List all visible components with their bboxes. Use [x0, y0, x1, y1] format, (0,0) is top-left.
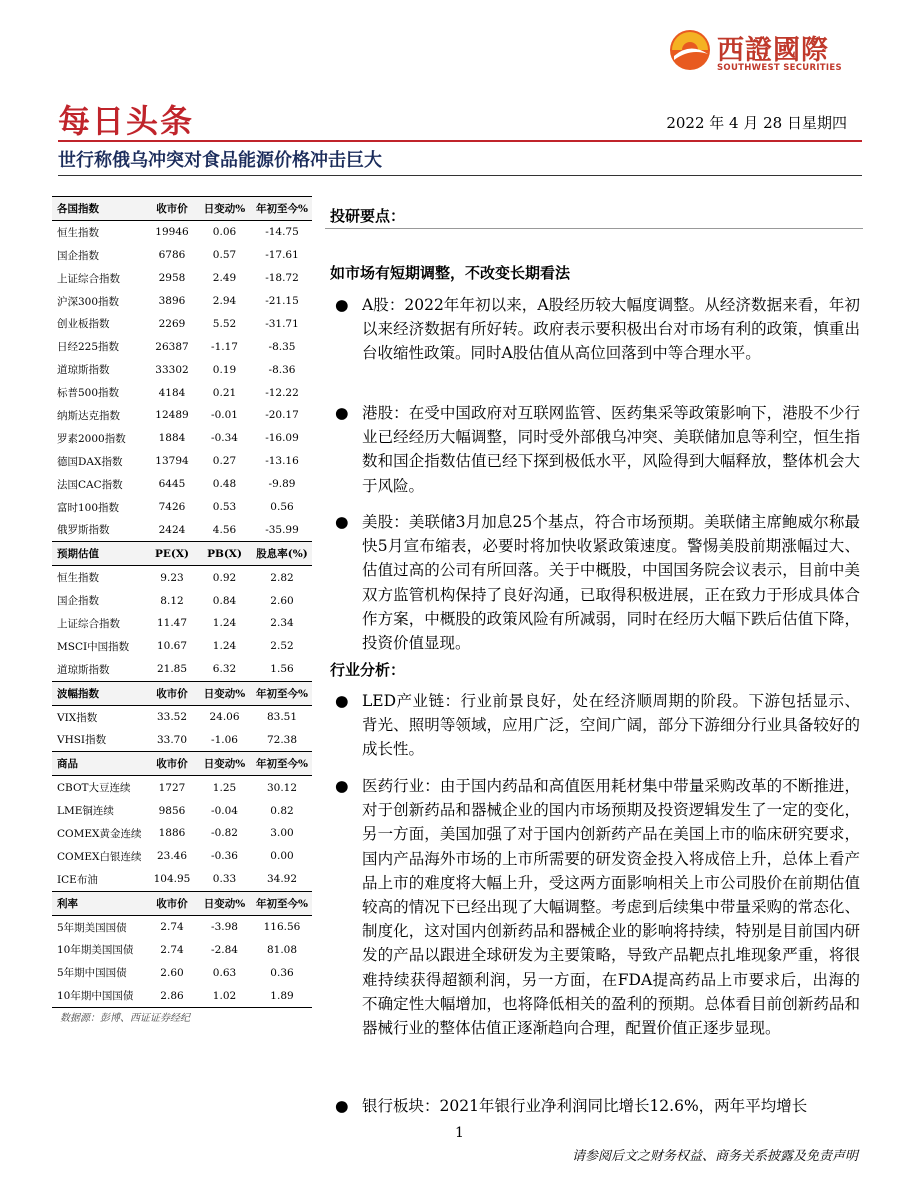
table-row — [52, 658, 312, 681]
value-cell: -8.36 — [268, 363, 296, 376]
footer-disclaimer: 请参阅后文之财务权益、商务关系披露及免责声明 — [571, 1149, 858, 1164]
data-source-note: 数据源：彭博、西证证券经纪 — [60, 1013, 190, 1024]
header-cell: 日变动% — [197, 752, 252, 776]
value-cell: 4.56 — [197, 518, 252, 541]
value-cell: -14.75 — [265, 226, 299, 239]
value-cell: 0.84 — [212, 594, 237, 607]
row-label: VIX指数 — [57, 711, 98, 724]
page-number: 1 — [455, 1125, 464, 1141]
value-cell: 0.56 — [270, 501, 294, 514]
table-section-header — [52, 681, 312, 705]
value-cell: -0.34 — [211, 432, 238, 445]
header-cell: 股息率(%) — [252, 542, 312, 566]
value-cell: 2958 — [158, 272, 186, 285]
value-cell: 2.94 — [212, 295, 237, 307]
section-heading-industry: 行业分析： — [330, 661, 406, 679]
header-cell: 商品 — [52, 752, 147, 776]
value-cell: 33.70 — [147, 728, 197, 751]
value-cell: 30.12 — [266, 781, 298, 794]
value-cell: -0.36 — [211, 850, 238, 863]
bullet-icon: ● — [335, 1097, 349, 1115]
row-label: CBOT大豆连续 — [57, 782, 131, 795]
value-cell: 2.74 — [160, 921, 184, 934]
table-section-header — [52, 197, 312, 221]
header-cell: 收市价 — [147, 681, 197, 705]
table-row — [52, 220, 312, 243]
row-label: 5年期中国国债 — [57, 967, 127, 980]
value-cell: 19946 — [155, 226, 189, 239]
bullet-icon: ● — [335, 296, 349, 314]
value-cell: 0.63 — [212, 966, 237, 979]
paragraph-banks: 银行板块：2021年银行业净利润同比增长12.6%，两年平均增长 — [362, 1097, 808, 1115]
logo-subtitle: SOUTHWEST SECURITIES — [717, 63, 842, 73]
value-cell: -12.22 — [265, 386, 299, 399]
row-label: 5年期美国国债 — [57, 921, 127, 934]
row-label: 德国DAX指数 — [57, 455, 123, 468]
value-cell: -21.15 — [265, 295, 299, 307]
page-title: 每日头条 — [58, 102, 195, 140]
value-cell: 1.25 — [212, 781, 237, 794]
table-row — [52, 404, 312, 427]
table-row — [52, 496, 312, 519]
report-date: 2022 年 4 月 28 日星期四 — [666, 114, 847, 132]
value-cell: -3.98 — [211, 921, 238, 934]
value-cell: 0.19 — [212, 363, 237, 376]
value-cell: 21.85 — [147, 658, 197, 681]
row-label: 日经225指数 — [57, 341, 120, 354]
table-row — [52, 381, 312, 404]
value-cell: -20.17 — [265, 409, 299, 422]
value-cell: 5.52 — [212, 317, 237, 330]
value-cell: 0.33 — [197, 868, 252, 891]
value-cell: 2.60 — [160, 966, 184, 979]
value-cell: 0.06 — [212, 226, 237, 239]
header-cell: 日变动% — [197, 891, 252, 915]
value-cell: -2.84 — [211, 943, 238, 956]
row-label: 10年期美国国债 — [57, 944, 134, 957]
market-data-table — [52, 196, 312, 1008]
row-label: 国企指数 — [57, 595, 99, 608]
header-cell: 年初至今% — [252, 197, 312, 221]
value-cell: 81.08 — [266, 943, 298, 956]
header-cell: 年初至今% — [252, 891, 312, 915]
header-cell: 收市价 — [147, 197, 197, 221]
value-cell: 72.38 — [252, 728, 312, 751]
row-label: 法国CAC指数 — [57, 478, 123, 491]
table-row — [52, 566, 312, 589]
value-cell: 0.36 — [270, 966, 294, 979]
value-cell: 2.74 — [160, 943, 184, 956]
row-label: 创业板指数 — [57, 318, 110, 331]
value-cell: -17.61 — [265, 249, 299, 262]
row-label: 国企指数 — [57, 249, 99, 262]
value-cell: 9856 — [158, 804, 186, 817]
value-cell: 2.82 — [270, 571, 294, 584]
value-cell: -9.89 — [268, 478, 296, 491]
value-cell: 1.24 — [212, 640, 237, 653]
value-cell: 0.48 — [212, 478, 237, 491]
table-row — [52, 705, 312, 728]
table-section-header — [52, 891, 312, 915]
value-cell: 7426 — [158, 501, 186, 514]
section-divider — [325, 228, 863, 229]
header-cell: 预期估值 — [52, 542, 147, 566]
table-row — [52, 290, 312, 313]
header-cell: 各国指数 — [52, 197, 147, 221]
row-label: 恒生指数 — [57, 226, 99, 239]
value-cell: 83.51 — [266, 711, 298, 724]
value-cell: -18.72 — [265, 272, 299, 285]
header-cell: 日变动% — [197, 197, 252, 221]
value-cell: 1886 — [158, 827, 186, 840]
table-row — [52, 984, 312, 1007]
row-label: 上证综合指数 — [57, 617, 120, 630]
value-cell: -1.06 — [197, 728, 252, 751]
table-row — [52, 961, 312, 984]
table-row — [52, 244, 312, 267]
row-label: LME铜连续 — [57, 805, 114, 818]
table-row — [52, 518, 312, 541]
value-cell: 116.56 — [263, 921, 301, 934]
table-row — [52, 267, 312, 290]
table-row — [52, 776, 312, 799]
value-cell: 0.53 — [212, 501, 237, 514]
table-section-header — [52, 542, 312, 566]
table-row — [52, 312, 312, 335]
value-cell: 1.89 — [252, 984, 312, 1007]
value-cell: 0.82 — [270, 804, 294, 817]
value-cell: 2.34 — [270, 617, 294, 630]
value-cell: 33302 — [155, 363, 189, 376]
table-row — [52, 635, 312, 658]
row-label: 富时100指数 — [57, 501, 120, 514]
headline: 世行称俄乌冲突对食品能源价格冲击巨大 — [58, 150, 382, 171]
header-cell: PB(X) — [197, 542, 252, 566]
value-cell: 9.23 — [160, 571, 184, 584]
header-cell: 利率 — [52, 891, 147, 915]
table-row — [52, 845, 312, 868]
paragraph-hk-shares: 港股：在受中国政府对互联网监管、医药集采等政策影响下，港股不少行业已经经历大幅调整，同时受外部俄乌冲突、美联储加息等利空，恒生指数和国企指数估值已经下探到极低水平，风险得到大幅释放，整体机会大于风险。 — [362, 404, 860, 495]
value-cell: 0.21 — [212, 386, 237, 399]
table-row — [52, 822, 312, 845]
table-row — [52, 358, 312, 381]
value-cell: 26387 — [155, 340, 189, 353]
header-cell: 年初至今% — [252, 681, 312, 705]
header-cell: PE(X) — [147, 542, 197, 566]
header-cell: 收市价 — [147, 891, 197, 915]
value-cell: 13794 — [155, 455, 189, 468]
value-cell: 3.00 — [270, 827, 294, 840]
value-cell: -16.09 — [265, 432, 299, 445]
header-cell: 收市价 — [147, 752, 197, 776]
table-row — [52, 473, 312, 496]
value-cell: 6445 — [158, 478, 186, 491]
value-cell: 24.06 — [209, 711, 240, 724]
value-cell: 34.92 — [252, 868, 312, 891]
bullet-icon: ● — [335, 513, 349, 531]
value-cell: 1.02 — [197, 984, 252, 1007]
row-label: 道琼斯指数 — [52, 658, 147, 681]
table-row — [52, 728, 312, 751]
row-label: 上证综合指数 — [57, 272, 120, 285]
invest-heading: 投研要点： — [330, 207, 406, 225]
value-cell: 1884 — [158, 432, 186, 445]
value-cell: 2.52 — [270, 640, 294, 653]
value-cell: 33.52 — [156, 711, 188, 724]
value-cell: -0.01 — [211, 409, 238, 422]
value-cell: 0.57 — [212, 249, 237, 262]
row-label: COMEX黄金连续 — [57, 827, 142, 840]
value-cell: -13.16 — [265, 455, 299, 468]
bullet-icon: ● — [335, 692, 349, 710]
value-cell: 2.49 — [212, 272, 237, 285]
table-row — [52, 939, 312, 962]
table-row — [52, 799, 312, 822]
value-cell: 104.95 — [147, 868, 197, 891]
value-cell: 11.47 — [156, 617, 188, 630]
table-row — [52, 335, 312, 358]
table-row — [52, 450, 312, 473]
row-label: ICE布油 — [52, 868, 147, 891]
value-cell: 2.60 — [270, 594, 294, 607]
row-label: 恒生指数 — [57, 572, 99, 585]
value-cell: -0.04 — [211, 804, 238, 817]
header-cell: 日变动% — [197, 681, 252, 705]
title-divider — [58, 140, 862, 142]
section-heading-market: 如市场有短期调整，不改变长期看法 — [330, 264, 571, 282]
value-cell: 1727 — [158, 781, 186, 794]
row-label: MSCI中国指数 — [57, 640, 130, 653]
header-cell: 波幅指数 — [52, 681, 147, 705]
value-cell: -35.99 — [252, 518, 312, 541]
value-cell: -0.82 — [211, 827, 238, 840]
bullet-icon: ● — [335, 404, 349, 422]
paragraph-us-shares: 美股：美联储3月加息25个基点，符合市场预期。美联储主席鲍威尔称最快5月宣布缩表，必要时将加快收紧政策速度。警惕美股前期涨幅过大、估值过高的公司有所回落。关于中概股，中国国务院会议表示，目前中美双方监管机构保持了良好沟通，已取得积极进展，正在致力于形成具体合作方案，中概股的政策风险有所减弱，同时在经历大幅下跌后估值下降，投资价值显现。 — [362, 513, 860, 653]
value-cell: 23.46 — [156, 850, 188, 863]
row-label: COMEX白银连续 — [57, 850, 142, 863]
value-cell: 2.86 — [147, 984, 197, 1007]
value-cell: 0.00 — [270, 850, 294, 863]
table-row — [52, 868, 312, 891]
value-cell: -31.71 — [265, 317, 299, 330]
paragraph-pharma: 医药行业：由于国内药品和高值医用耗材集中带量采购改革的不断推进，对于创新药品和器械企业的国内市场预期及投资逻辑发生了一定的变化，另一方面，美国加强了对于国内创新药产品在美国上市的临床研究要求，国内产品海外市场的上市所需要的研发资金投入将成倍上升，总体上看产品上市的难度将大幅上升，受这两方面影响相关上市公司股价在前期估值较高的情况下已经出现了大幅调整。考虑到后续集中带量采购的常态化、制度化，这对国内创新药品和器械企业的影响将持续，特别是目前国内研发的产品以跟进全球研发为主要策略，导致产品靶点扎堆现象严重，将很难持续获得超额利润，另一方面，在FDA提高药品上市要求后，出海的不确定性大幅增加，也将降低相关的盈利的预期。总体看目前创新药品和器械行业的整体估值正逐渐趋向合理，配置价值正逐步显现。 — [362, 777, 860, 1038]
value-cell: -1.17 — [211, 340, 238, 353]
bullet-icon: ● — [335, 777, 349, 795]
value-cell: 2269 — [158, 317, 186, 330]
row-label: 沪深300指数 — [57, 295, 120, 308]
value-cell: 1.24 — [212, 617, 237, 630]
value-cell: 12489 — [155, 409, 189, 422]
table-row — [52, 915, 312, 938]
value-cell: 0.27 — [212, 455, 237, 468]
logo-text: 西證國際 — [717, 35, 829, 66]
table-row — [52, 612, 312, 635]
paragraph-led: LED产业链：行业前景良好，处在经济顺周期的阶段。下游包括显示、背光、照明等领域，应用广泛，空间广阔，部分下游细分行业具备较好的成长性。 — [362, 692, 860, 759]
value-cell: 0.92 — [212, 571, 237, 584]
value-cell: -8.35 — [268, 340, 296, 353]
value-cell: 4184 — [158, 386, 186, 399]
headline-divider — [58, 175, 862, 176]
row-label: 纳斯达克指数 — [57, 409, 120, 422]
table-section-header — [52, 752, 312, 776]
value-cell: 6.32 — [197, 658, 252, 681]
value-cell: 10.67 — [156, 640, 188, 653]
row-label: VHSI指数 — [52, 728, 147, 751]
value-cell: 6786 — [158, 249, 186, 262]
row-label: 道琼斯指数 — [57, 364, 110, 377]
row-label: 俄罗斯指数 — [52, 518, 147, 541]
value-cell: 1.56 — [252, 658, 312, 681]
row-label: 罗素2000指数 — [57, 432, 126, 445]
value-cell: 8.12 — [160, 594, 184, 607]
paragraph-a-shares: A股：2022年年初以来，A股经历较大幅度调整。从经济数据来看，年初以来经济数据有所好转。政府表示要积极出台对市场有利的政策，慎重出台收缩性政策。同时A股估值从高位回落到中等合理水平。 — [362, 296, 860, 363]
value-cell: 2424 — [147, 518, 197, 541]
header-cell: 年初至今% — [252, 752, 312, 776]
row-label: 标普500指数 — [57, 387, 120, 400]
row-label: 10年期中国国债 — [52, 984, 147, 1007]
value-cell: 3896 — [158, 295, 186, 307]
table-row — [52, 427, 312, 450]
table-row — [52, 589, 312, 612]
